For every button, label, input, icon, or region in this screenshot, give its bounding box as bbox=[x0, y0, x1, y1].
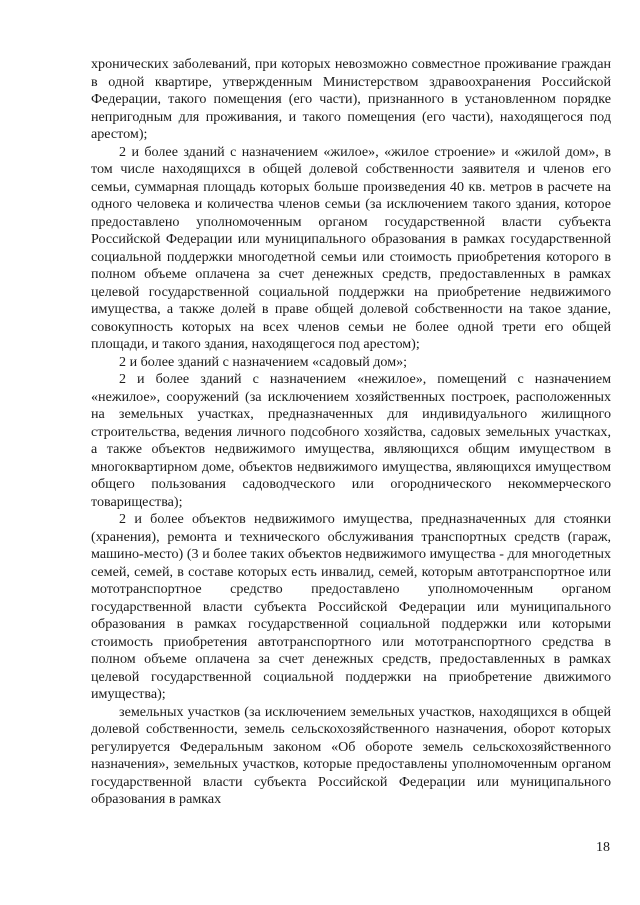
paragraph-garages: 2 и более объектов недвижимого имущества, предназначенных для стоянки (хранения), ремонта и технического обслуживания транспортных средств (гараж, машино-место) (3 и более таких объектов недвижимого имущества - для многодетных семей, семей, в составе которых есть инвалид, семей, которым автотранспортное или мототранспортное средство предоставлено уполномоченным органом государственной власти субъекта Российской Федерации или муниципального образования в рамках государственной социальной поддержки или которыми стоимость приобретения автотранспортного или мототранспортного средства в полном объеме оплачена за счет денежных средств, предоставленных в рамках целевой государственной социальной поддержки на приобретение движимого имущества); bbox=[91, 511, 611, 702]
paragraph-residential-buildings: 2 и более зданий с назначением «жилое», «жилое строение» и «жилой дом», в том числе находящихся в общей долевой собственности заявителя и членов его семьи, суммарная площадь которых больше произведения 40 кв. метров в расчете на одного человека и количества членов семьи (за исключением такого здания, которое предоставлено уполномоченным органом государственной власти субъекта Российской Федерации или муниципального образования в рамках государственной социальной поддержки многодетной семьи или стоимость приобретения которого в полном объеме оплачена за счет денежных средств, предоставленных в рамках целевой государственной социальной поддержки на приобретение недвижимого имущества, а также долей в праве общей долевой собственности на такое здание, совокупность которых на всех членов семьи не более одной трети его общей площади, и такого здания, находящегося под арестом); bbox=[91, 143, 611, 352]
paragraph-garden-houses: 2 и более зданий с назначением «садовый дом»; bbox=[119, 353, 408, 370]
paragraph-continuation: хронических заболеваний, при которых невозможно совместное проживание граждан в одной квартире, утвержденным Министерством здравоохранения Российской Федерации, такого помещения (его части), признанного в установленном порядке непригодным для проживания, и такого помещения (его части), находящегося под арестом); bbox=[91, 56, 611, 142]
document-body bbox=[91, 56, 611, 809]
paragraph-nonresidential-buildings: 2 и более зданий с назначением «нежилое», помещений с назначением «нежилое», сооружений (за исключением хозяйственных построек, расположенных на земельных участках, предназначенных для индивидуального жилищного строительства, ведения личного подсобного хозяйства, садовых земельных участках, а также объектов недвижимого имущества, являющихся общим имуществом в многоквартирном доме, объектов недвижимого имущества, являющихся имуществом общего пользования садоводческого или огороднического некоммерческого товарищества); bbox=[91, 371, 611, 510]
page-number: 18 bbox=[596, 840, 610, 855]
paragraph-land-plots: земельных участков (за исключением земельных участков, находящихся в общей долевой собственности, земель сельскохозяйственного назначения, оборот которых регулируется Федеральным законом «Об обороте земель сельскохозяйственного назначения», земельных участков, которые предоставлены уполномоченным органом государственной власти субъекта Российской Федерации или муниципального образования в рамках bbox=[91, 703, 611, 807]
